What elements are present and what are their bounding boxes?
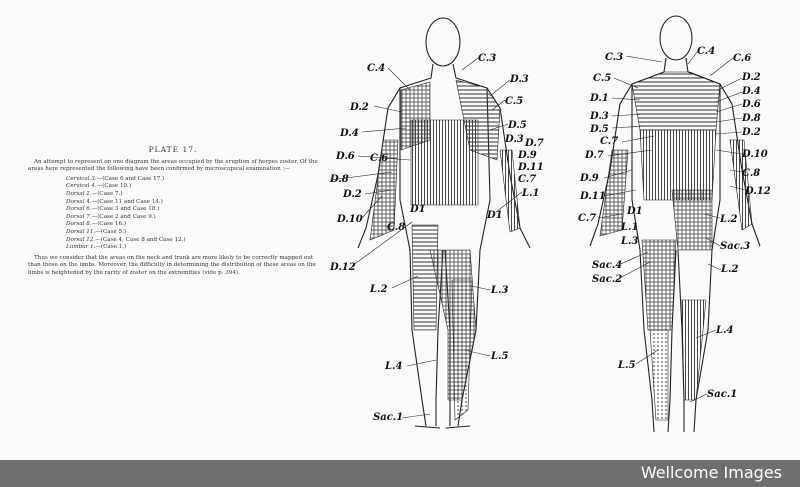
front-label: D.9	[518, 150, 537, 161]
back-label: L.1	[621, 222, 639, 233]
front-label: D.2	[350, 102, 369, 113]
case-item: Dorsal 11.—(Case 5.)	[66, 228, 127, 235]
back-label: L.4	[716, 325, 734, 336]
front-label: L.5	[491, 351, 509, 362]
back-label: D.10	[742, 149, 768, 160]
footer-bar	[0, 460, 800, 487]
back-label: Sac.2	[592, 274, 623, 285]
front-label: D.6	[336, 151, 355, 162]
front-label: C.3	[478, 53, 497, 64]
back-label: C.6	[733, 53, 752, 64]
case-item: Dorsal 12.—(Case 4, Case 8 and Case 12.)	[66, 236, 186, 243]
case-item: Lumbar 1.—(Case 1.)	[66, 244, 127, 251]
back-figure	[578, 16, 771, 432]
back-label: Sac.1	[707, 389, 738, 400]
back-label: C.5	[593, 73, 612, 84]
case-item: Dorsal 4.—(Case 11 and Case 14.)	[66, 198, 163, 205]
back-label: C.7	[578, 213, 597, 224]
front-label: D.12	[330, 262, 356, 273]
plate-title: PLATE 17.	[148, 145, 198, 154]
case-item: Dorsal 2.—(Case 7.)	[66, 190, 123, 197]
front-label: C.4	[367, 63, 386, 74]
back-label: D.12	[745, 186, 771, 197]
front-label: D.8	[330, 174, 349, 185]
back-label: D.8	[742, 113, 761, 124]
front-label: C.6	[370, 153, 389, 164]
front-figure	[329, 18, 544, 428]
back-label: Sac.4	[592, 260, 623, 271]
front-label: D.2	[343, 189, 362, 200]
front-label: C.5	[505, 96, 524, 107]
back-label: Sac.3	[720, 241, 751, 252]
caption-intro: An attempt to represent on one diagram the areas occupied by the eruption of herpes zoster. Of the areas here represented the following have been confirmed by microscopical examination :—	[28, 158, 318, 173]
front-label: D.11	[518, 162, 544, 173]
front-label: D.3	[510, 74, 529, 85]
front-label: D.4	[340, 128, 359, 139]
back-label: D.2	[742, 127, 761, 138]
caption-outro: Thus we consider that the areas on the neck and trunk are more likely to be correctly mapped out than those on the limbs. Moreover, the difficulty in determining the distribution of these areas on the limbs is heightened by the rarity of zoster on the extremities (vide p. 394).	[28, 254, 316, 276]
front-label: D1	[410, 204, 426, 215]
front-label: C.7	[518, 174, 537, 185]
back-label: L.2	[720, 214, 738, 225]
front-label: L.3	[491, 285, 509, 296]
case-item: Dorsal 8.—(Case 16.)	[66, 221, 127, 228]
case-item: Cervical 3.—(Case 6 and Case 17.)	[66, 175, 165, 182]
wellcome-images-logo: Wellcome Images	[640, 463, 782, 482]
back-label: C.7	[600, 136, 619, 147]
case-item: Dorsal 6.—(Case 3 and Case 18.)	[66, 206, 160, 213]
front-label: L.4	[385, 361, 403, 372]
back-label: L.5	[618, 360, 636, 371]
front-label: L.1	[522, 188, 540, 199]
back-label: C.3	[605, 52, 624, 63]
back-label: L.2	[721, 264, 739, 275]
back-label: D.6	[742, 99, 761, 110]
back-label: C.8	[742, 168, 761, 179]
case-item: Dorsal 7.—(Case 2 and Case 9.)	[66, 213, 156, 220]
front-label: Sac.1	[373, 412, 404, 423]
front-label: D.5	[508, 120, 527, 131]
back-label: D.11	[580, 191, 606, 202]
back-label: D.9	[580, 173, 599, 184]
back-label: D.4	[742, 86, 761, 97]
front-label: C.8	[387, 222, 406, 233]
front-label: D.3	[505, 134, 524, 145]
front-label: D.10	[337, 214, 363, 225]
back-label: D.2	[742, 72, 761, 83]
front-label: L.2	[370, 284, 388, 295]
back-label: D.1	[590, 93, 609, 104]
back-label: D1	[627, 206, 643, 217]
front-label: D1	[487, 210, 503, 221]
back-label: D.7	[585, 150, 604, 161]
case-item: Cervical 4.—(Case 10.)	[66, 183, 132, 190]
front-label: D.7	[525, 138, 544, 149]
back-label: D.3	[590, 111, 609, 122]
back-label: L.3	[621, 236, 639, 247]
back-label: C.4	[697, 46, 716, 57]
back-label: D.5	[590, 124, 609, 135]
